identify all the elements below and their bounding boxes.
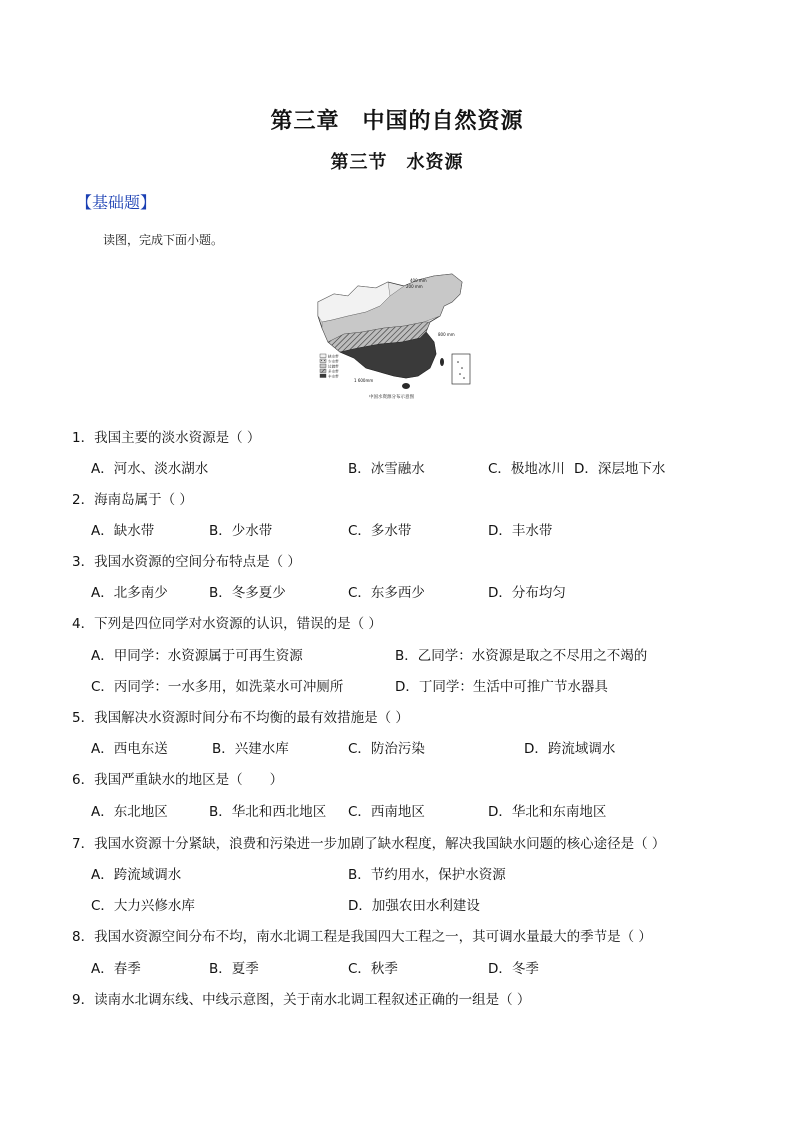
- q1-option-b[interactable]: B．冰雪融水: [348, 461, 425, 477]
- q4-option-b[interactable]: B．乙同学：水资源是取之不尽用之不竭的: [395, 648, 648, 664]
- q6-option-d[interactable]: D．华北和东南地区: [488, 804, 607, 820]
- contour-label: 1 600mm: [354, 378, 374, 383]
- q5-option-a[interactable]: A．西电东送: [91, 741, 168, 757]
- south-sea-inset: [452, 354, 470, 384]
- q8-option-b[interactable]: B．夏季: [209, 961, 259, 977]
- question-3-stem: 3．我国水资源的空间分布特点是（ ）: [72, 554, 301, 570]
- contour-label: 400 mm: [410, 278, 427, 283]
- legend-label: 丰水带: [328, 374, 339, 379]
- q7-option-b[interactable]: B．节约用水，保护水资源: [348, 867, 506, 883]
- q2-option-c[interactable]: C．多水带: [348, 523, 412, 539]
- q7-option-a[interactable]: A．跨流域调水: [91, 867, 182, 883]
- question-6-stem: 6．我国严重缺水的地区是（ ）: [72, 772, 284, 788]
- hainan-island: [402, 383, 410, 389]
- q5-option-c[interactable]: C．防治污染: [348, 741, 425, 757]
- q2-option-a[interactable]: A．缺水带: [91, 523, 155, 539]
- water-resource-map: [314, 272, 472, 402]
- q2-option-b[interactable]: B．少水带: [209, 523, 273, 539]
- q1-option-d[interactable]: D．深层地下水: [574, 461, 666, 477]
- q8-option-a[interactable]: A．春季: [91, 961, 141, 977]
- question-7-stem: 7．我国水资源十分紧缺，浪费和污染进一步加剧了缺水程度，解决我国缺水问题的核心途径是（ ）: [72, 836, 666, 852]
- question-1-stem: 1．我国主要的淡水资源是（ ）: [72, 430, 261, 446]
- q6-option-b[interactable]: B．华北和西北地区: [209, 804, 327, 820]
- q2-option-d[interactable]: D．丰水带: [488, 523, 553, 539]
- q3-option-a[interactable]: A．北多南少: [91, 585, 168, 601]
- map-caption: 中国水资源分布示意图: [369, 395, 414, 400]
- contour-label: 800 mm: [438, 332, 455, 337]
- q5-option-b[interactable]: B．兴建水库: [212, 741, 289, 757]
- q7-option-d[interactable]: D．加强农田水利建设: [348, 898, 480, 914]
- legend-label: 多水带: [328, 369, 339, 374]
- q7-option-c[interactable]: C．大力兴修水库: [91, 898, 195, 914]
- map-legend: [320, 354, 339, 379]
- q3-option-c[interactable]: C．东多西少: [348, 585, 425, 601]
- question-5-stem: 5．我国解决水资源时间分布不均衡的最有效措施是（ ）: [72, 710, 409, 726]
- q6-option-a[interactable]: A．东北地区: [91, 804, 168, 820]
- question-8-stem: 8．我国水资源空间分布不均，南水北调工程是我国四大工程之一，其可调水量最大的季节是（ ）: [72, 929, 652, 945]
- chapter-title: 第三章 中国的自然资源: [270, 109, 524, 134]
- q3-option-b[interactable]: B．冬多夏少: [209, 585, 286, 601]
- level-label: 【基础题】: [76, 193, 157, 212]
- q4-option-c[interactable]: C．丙同学：一水多用，如洗菜水可冲厕所: [91, 679, 344, 695]
- contour-label: 200 mm: [406, 284, 423, 289]
- instruction-text: 读图，完成下面小题。: [103, 233, 224, 247]
- legend-label: 过渡带: [328, 364, 339, 369]
- taiwan-island: [440, 358, 444, 366]
- china-map-graphic: [314, 272, 472, 402]
- q4-option-a[interactable]: A．甲同学：水资源属于可再生资源: [91, 648, 303, 664]
- question-4-stem: 4．下列是四位同学对水资源的认识，错误的是（ ）: [72, 616, 382, 632]
- q1-option-a[interactable]: A．河水、淡水湖水: [91, 461, 209, 477]
- legend-label: 少水带: [328, 359, 339, 364]
- q6-option-c[interactable]: C．西南地区: [348, 804, 425, 820]
- q8-option-d[interactable]: D．冬季: [488, 961, 539, 977]
- legend-label: 缺水带: [328, 354, 339, 359]
- section-title: 第三节 水资源: [330, 152, 464, 173]
- question-2-stem: 2．海南岛属于（ ）: [72, 492, 193, 508]
- q1-option-c[interactable]: C．极地冰川: [488, 461, 565, 477]
- q5-option-d[interactable]: D．跨流域调水: [524, 741, 616, 757]
- question-9-stem: 9．读南水北调东线、中线示意图，关于南水北调工程叙述正确的一组是（ ）: [72, 992, 531, 1008]
- q3-option-d[interactable]: D．分布均匀: [488, 585, 566, 601]
- q4-option-d[interactable]: D．丁同学：生活中可推广节水器具: [395, 679, 608, 695]
- q8-option-c[interactable]: C．秋季: [348, 961, 398, 977]
